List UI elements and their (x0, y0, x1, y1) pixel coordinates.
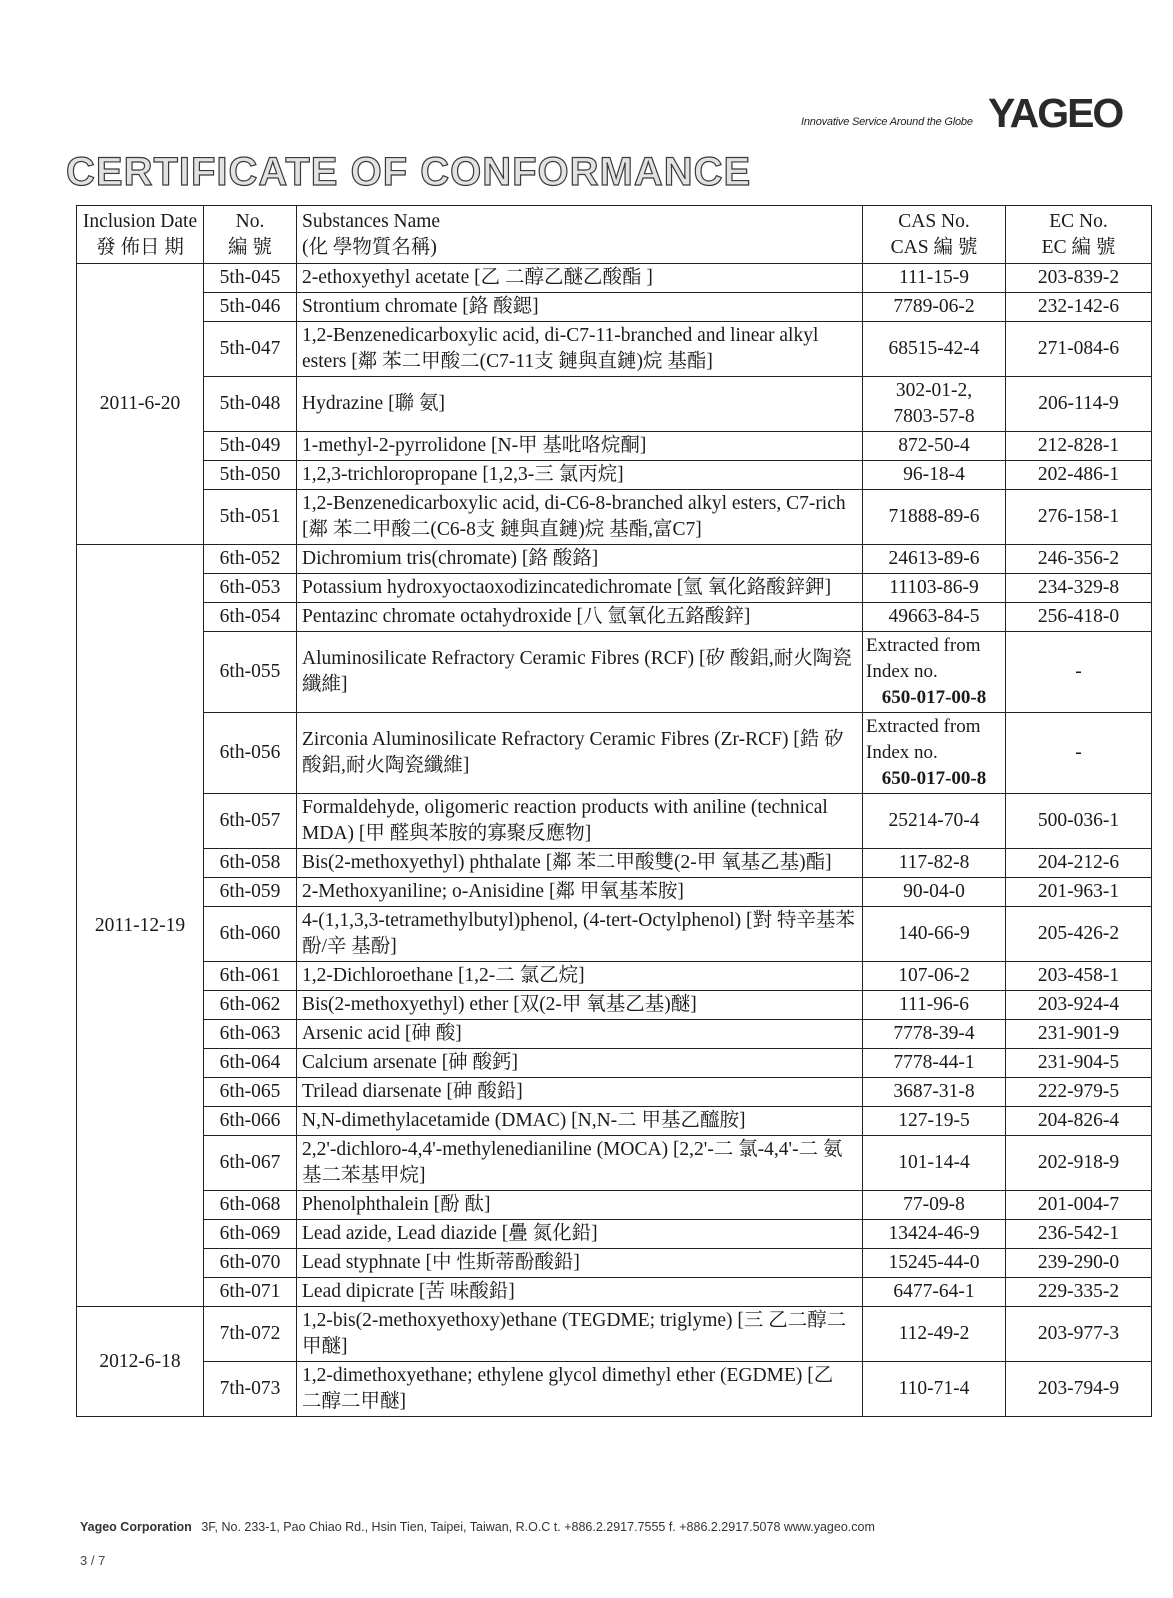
ec-no-cell: 205-426-2 (1006, 907, 1152, 962)
ec-no-cell: 222-979-5 (1006, 1078, 1152, 1107)
substance-no-cell: 6th-059 (204, 878, 297, 907)
substance-no-cell: 6th-057 (204, 794, 297, 849)
header-ec-no (1006, 206, 1152, 264)
ec-no-cell: 236-542-1 (1006, 1220, 1152, 1249)
substance-name-cell: Lead dipicrate [苦 味酸鉛] (297, 1278, 863, 1307)
ec-no-cell: 203-977-3 (1006, 1307, 1152, 1362)
substance-no-cell: 6th-069 (204, 1220, 297, 1249)
header-text: 編 號 (228, 237, 272, 258)
cas-extract-note: Extracted from Index no. (866, 716, 981, 763)
cas-no-cell: 101-14-4 (863, 1136, 1006, 1191)
cas-no-cell: 110-71-4 (863, 1362, 1006, 1417)
table-row (77, 1278, 1152, 1307)
table-row (77, 632, 1152, 713)
cas-no-cell: 68515-42-4 (863, 322, 1006, 377)
cas-no-cell: 13424-46-9 (863, 1220, 1006, 1249)
ec-no-cell: 239-290-0 (1006, 1249, 1152, 1278)
table-row (77, 490, 1152, 545)
cas-no-cell: 3687-31-8 (863, 1078, 1006, 1107)
table-row (77, 991, 1152, 1020)
substance-no-cell: 6th-071 (204, 1278, 297, 1307)
cas-no-cell: 127-19-5 (863, 1107, 1006, 1136)
cas-no-cell: 7778-39-4 (863, 1020, 1006, 1049)
inclusion-date-cell: 2011-6-20 (77, 264, 204, 545)
inclusion-date-cell: 2011-12-19 (77, 545, 204, 1307)
substance-no-cell: 5th-048 (204, 377, 297, 432)
page-number: 3 / 7 (80, 1553, 106, 1568)
substance-no-cell: 5th-049 (204, 432, 297, 461)
substances-table-body (77, 206, 1152, 1417)
substance-no-cell: 6th-056 (204, 713, 297, 794)
substance-no-cell: 7th-072 (204, 1307, 297, 1362)
footer (80, 1520, 875, 1534)
cas-no-cell: 7778-44-1 (863, 1049, 1006, 1078)
substance-no-cell: 6th-067 (204, 1136, 297, 1191)
table-row (77, 794, 1152, 849)
table-row (77, 1362, 1152, 1417)
cas-no-cell: 6477-64-1 (863, 1278, 1006, 1307)
ec-no-cell: 234-329-8 (1006, 574, 1152, 603)
substance-name-cell: 2-ethoxyethyl acetate [乙 二醇乙醚乙酸酯 ] (297, 264, 863, 293)
ec-no-cell: 212-828-1 (1006, 432, 1152, 461)
substance-name-cell: 2,2'-dichloro-4,4'-methylenedianiline (MOCA) [2,2'-二 氯-4,4'-二 氨基二苯基甲烷] (297, 1136, 863, 1191)
substance-name-cell: Formaldehyde, oligomeric reaction products with aniline (technical MDA) [甲 醛與苯胺的寡聚反應物] (297, 794, 863, 849)
inclusion-date-cell: 2012-6-18 (77, 1307, 204, 1417)
table-row (77, 461, 1152, 490)
header-text: (化 學物質名稱) (302, 237, 437, 258)
ec-no-cell: 231-901-9 (1006, 1020, 1152, 1049)
substance-no-cell: 6th-054 (204, 603, 297, 632)
header-text: EC No. (1049, 211, 1108, 232)
cas-no-cell: 77-09-8 (863, 1191, 1006, 1220)
table-row (77, 545, 1152, 574)
table-row (77, 907, 1152, 962)
substance-no-cell: 6th-062 (204, 991, 297, 1020)
substance-name-cell: Bis(2-methoxyethyl) phthalate [鄰 苯二甲酸雙(2-甲 氧基乙基)酯] (297, 849, 863, 878)
substance-name-cell: Lead styphnate [中 性斯蒂酚酸鉛] (297, 1249, 863, 1278)
substance-no-cell: 5th-050 (204, 461, 297, 490)
ec-no-cell: 203-458-1 (1006, 962, 1152, 991)
substance-name-cell: 1,2-Benzenedicarboxylic acid, di-C6-8-branched alkyl esters, C7-rich [鄰 苯二甲酸二(C6-8支 鏈與直鏈)烷 基酯,富C7] (297, 490, 863, 545)
header-cas-no (863, 206, 1006, 264)
ec-no-cell: 204-212-6 (1006, 849, 1152, 878)
substance-no-cell: 5th-047 (204, 322, 297, 377)
table-row (77, 713, 1152, 794)
cas-no-cell: 111-15-9 (863, 264, 1006, 293)
table-row (77, 293, 1152, 322)
substance-name-cell: 1,2-bis(2-methoxyethoxy)ethane (TEGDME; triglyme) [三 乙二醇二甲醚] (297, 1307, 863, 1362)
substance-no-cell: 6th-058 (204, 849, 297, 878)
substance-no-cell: 6th-055 (204, 632, 297, 713)
substance-name-cell: 4-(1,1,3,3-tetramethylbutyl)phenol, (4-tert-Octylphenol) [對 特辛基苯酚/辛 基酚] (297, 907, 863, 962)
table-row (77, 962, 1152, 991)
table-row (77, 1049, 1152, 1078)
substance-no-cell: 6th-066 (204, 1107, 297, 1136)
substance-no-cell: 6th-061 (204, 962, 297, 991)
footer-company: Yageo Corporation (80, 1520, 192, 1534)
substances-table (76, 205, 1152, 1417)
brand-header (790, 88, 1135, 138)
cas-no-cell: 25214-70-4 (863, 794, 1006, 849)
cas-no-cell (863, 713, 1006, 794)
yageo-logo: YAGEO (988, 90, 1123, 136)
substance-name-cell: 2-Methoxyaniline; o-Anisidine [鄰 甲氧基苯胺] (297, 878, 863, 907)
ec-no-cell: 203-839-2 (1006, 264, 1152, 293)
header-text: 發 佈日 期 (96, 237, 184, 258)
cas-no-cell: 90-04-0 (863, 878, 1006, 907)
substance-no-cell: 6th-060 (204, 907, 297, 962)
substance-name-cell: Aluminosilicate Refractory Ceramic Fibres (RCF) [矽 酸鋁,耐火陶瓷纖維] (297, 632, 863, 713)
cas-index-number: 650-017-00-8 (881, 768, 987, 789)
ec-no-cell: 204-826-4 (1006, 1107, 1152, 1136)
brand-tagline: Innovative Service Around the Globe (801, 116, 973, 128)
cas-no-cell: 112-49-2 (863, 1307, 1006, 1362)
substance-name-cell: Phenolphthalein [酚 酞] (297, 1191, 863, 1220)
substance-no-cell: 6th-070 (204, 1249, 297, 1278)
table-row (77, 264, 1152, 293)
substance-name-cell: Arsenic acid [砷 酸] (297, 1020, 863, 1049)
ec-no-cell: 500-036-1 (1006, 794, 1152, 849)
cas-no-cell: 117-82-8 (863, 849, 1006, 878)
substance-name-cell: Lead azide, Lead diazide [疊 氮化鉛] (297, 1220, 863, 1249)
header-text: CAS 編 號 (890, 237, 978, 258)
substance-name-cell: 1,2,3-trichloropropane [1,2,3-三 氯丙烷] (297, 461, 863, 490)
table-row (77, 1191, 1152, 1220)
substance-no-cell: 5th-051 (204, 490, 297, 545)
cas-no-cell: 49663-84-5 (863, 603, 1006, 632)
ec-no-cell: 202-486-1 (1006, 461, 1152, 490)
ec-no-cell: 203-794-9 (1006, 1362, 1152, 1417)
cas-no-cell: 71888-89-6 (863, 490, 1006, 545)
cas-no-cell: 24613-89-6 (863, 545, 1006, 574)
substance-name-cell: 1,2-dimethoxyethane; ethylene glycol dimethyl ether (EGDME) [乙 二醇二甲醚] (297, 1362, 863, 1417)
substance-no-cell: 5th-046 (204, 293, 297, 322)
substance-name-cell: Strontium chromate [鉻 酸鍶] (297, 293, 863, 322)
substance-name-cell: 1,2-Benzenedicarboxylic acid, di-C7-11-branched and linear alkyl esters [鄰 苯二甲酸二(C7-11支 鏈與直鏈)烷 基酯] (297, 322, 863, 377)
header-no (204, 206, 297, 264)
ec-no-cell: 256-418-0 (1006, 603, 1152, 632)
substance-name-cell: N,N-dimethylacetamide (DMAC) [N,N-二 甲基乙醯胺] (297, 1107, 863, 1136)
table-row (77, 322, 1152, 377)
table-header-row (77, 206, 1152, 264)
cas-no-cell: 302-01-2, 7803-57-8 (863, 377, 1006, 432)
substance-name-cell: Bis(2-methoxyethyl) ether [双(2-甲 氧基乙基)醚] (297, 991, 863, 1020)
ec-no-cell: - (1006, 632, 1152, 713)
substance-no-cell: 6th-053 (204, 574, 297, 603)
cas-no-cell: 107-06-2 (863, 962, 1006, 991)
substance-name-cell: 1,2-Dichloroethane [1,2-二 氯乙烷] (297, 962, 863, 991)
cas-no-cell: 15245-44-0 (863, 1249, 1006, 1278)
substance-no-cell: 5th-045 (204, 264, 297, 293)
cas-index-number: 650-017-00-8 (881, 687, 987, 708)
ec-no-cell: 271-084-6 (1006, 322, 1152, 377)
substance-no-cell: 6th-064 (204, 1049, 297, 1078)
table-row (77, 849, 1152, 878)
substance-name-cell: Calcium arsenate [砷 酸鈣] (297, 1049, 863, 1078)
substance-name-cell: Trilead diarsenate [砷 酸鉛] (297, 1078, 863, 1107)
substance-name-cell: 1-methyl-2-pyrrolidone [N-甲 基吡咯烷酮] (297, 432, 863, 461)
header-text: No. (235, 211, 265, 232)
table-row (77, 574, 1152, 603)
ec-no-cell: 246-356-2 (1006, 545, 1152, 574)
ec-no-cell: 201-963-1 (1006, 878, 1152, 907)
table-row (77, 1078, 1152, 1107)
substance-no-cell: 7th-073 (204, 1362, 297, 1417)
ec-no-cell: 202-918-9 (1006, 1136, 1152, 1191)
cas-no-cell: 140-66-9 (863, 907, 1006, 962)
header-text: CAS No. (898, 211, 970, 232)
table-row (77, 432, 1152, 461)
cas-no-cell: 111-96-6 (863, 991, 1006, 1020)
substance-name-cell: Potassium hydroxyoctaoxodizincatedichromate [氫 氧化鉻酸鋅鉀] (297, 574, 863, 603)
table-row (77, 1307, 1152, 1362)
header-inclusion-date (77, 206, 204, 264)
header-substance-name (297, 206, 863, 264)
ec-no-cell: 203-924-4 (1006, 991, 1152, 1020)
cas-extract-note: Extracted from Index no. (866, 635, 981, 682)
table-row (77, 1136, 1152, 1191)
table-row (77, 878, 1152, 907)
ec-no-cell: 232-142-6 (1006, 293, 1152, 322)
table-row (77, 1249, 1152, 1278)
ec-no-cell: 206-114-9 (1006, 377, 1152, 432)
table-row (77, 1020, 1152, 1049)
substance-name-cell: Hydrazine [聯 氨] (297, 377, 863, 432)
cas-no-cell (863, 632, 1006, 713)
substance-no-cell: 6th-052 (204, 545, 297, 574)
table-row (77, 377, 1152, 432)
substance-name-cell: Zirconia Aluminosilicate Refractory Ceramic Fibres (Zr-RCF) [鋯 矽酸鋁,耐火陶瓷纖維] (297, 713, 863, 794)
table-row (77, 603, 1152, 632)
ec-no-cell: 276-158-1 (1006, 490, 1152, 545)
ec-no-cell: 231-904-5 (1006, 1049, 1152, 1078)
certificate-title: CERTIFICATE OF CONFORMANCE (66, 150, 752, 194)
cas-no-cell: 11103-86-9 (863, 574, 1006, 603)
cas-no-cell: 96-18-4 (863, 461, 1006, 490)
substance-name-cell: Dichromium tris(chromate) [鉻 酸鉻] (297, 545, 863, 574)
table-row (77, 1220, 1152, 1249)
header-text: Substances Name (302, 211, 441, 232)
cas-no-cell: 7789-06-2 (863, 293, 1006, 322)
substance-no-cell: 6th-065 (204, 1078, 297, 1107)
substance-no-cell: 6th-068 (204, 1191, 297, 1220)
table-row (77, 1107, 1152, 1136)
footer-address: 3F, No. 233-1, Pao Chiao Rd., Hsin Tien, Taipei, Taiwan, R.O.C t. +886.2.2917.7555 f. +886.2.2917.5078 www.yageo.com (201, 1520, 875, 1534)
header-text: Inclusion Date (82, 211, 198, 232)
cas-no-cell: 872-50-4 (863, 432, 1006, 461)
ec-no-cell: 229-335-2 (1006, 1278, 1152, 1307)
header-text: EC 編 號 (1041, 237, 1116, 258)
substance-name-cell: Pentazinc chromate octahydroxide [八 氫氧化五鉻酸鋅] (297, 603, 863, 632)
ec-no-cell: - (1006, 713, 1152, 794)
substance-no-cell: 6th-063 (204, 1020, 297, 1049)
ec-no-cell: 201-004-7 (1006, 1191, 1152, 1220)
